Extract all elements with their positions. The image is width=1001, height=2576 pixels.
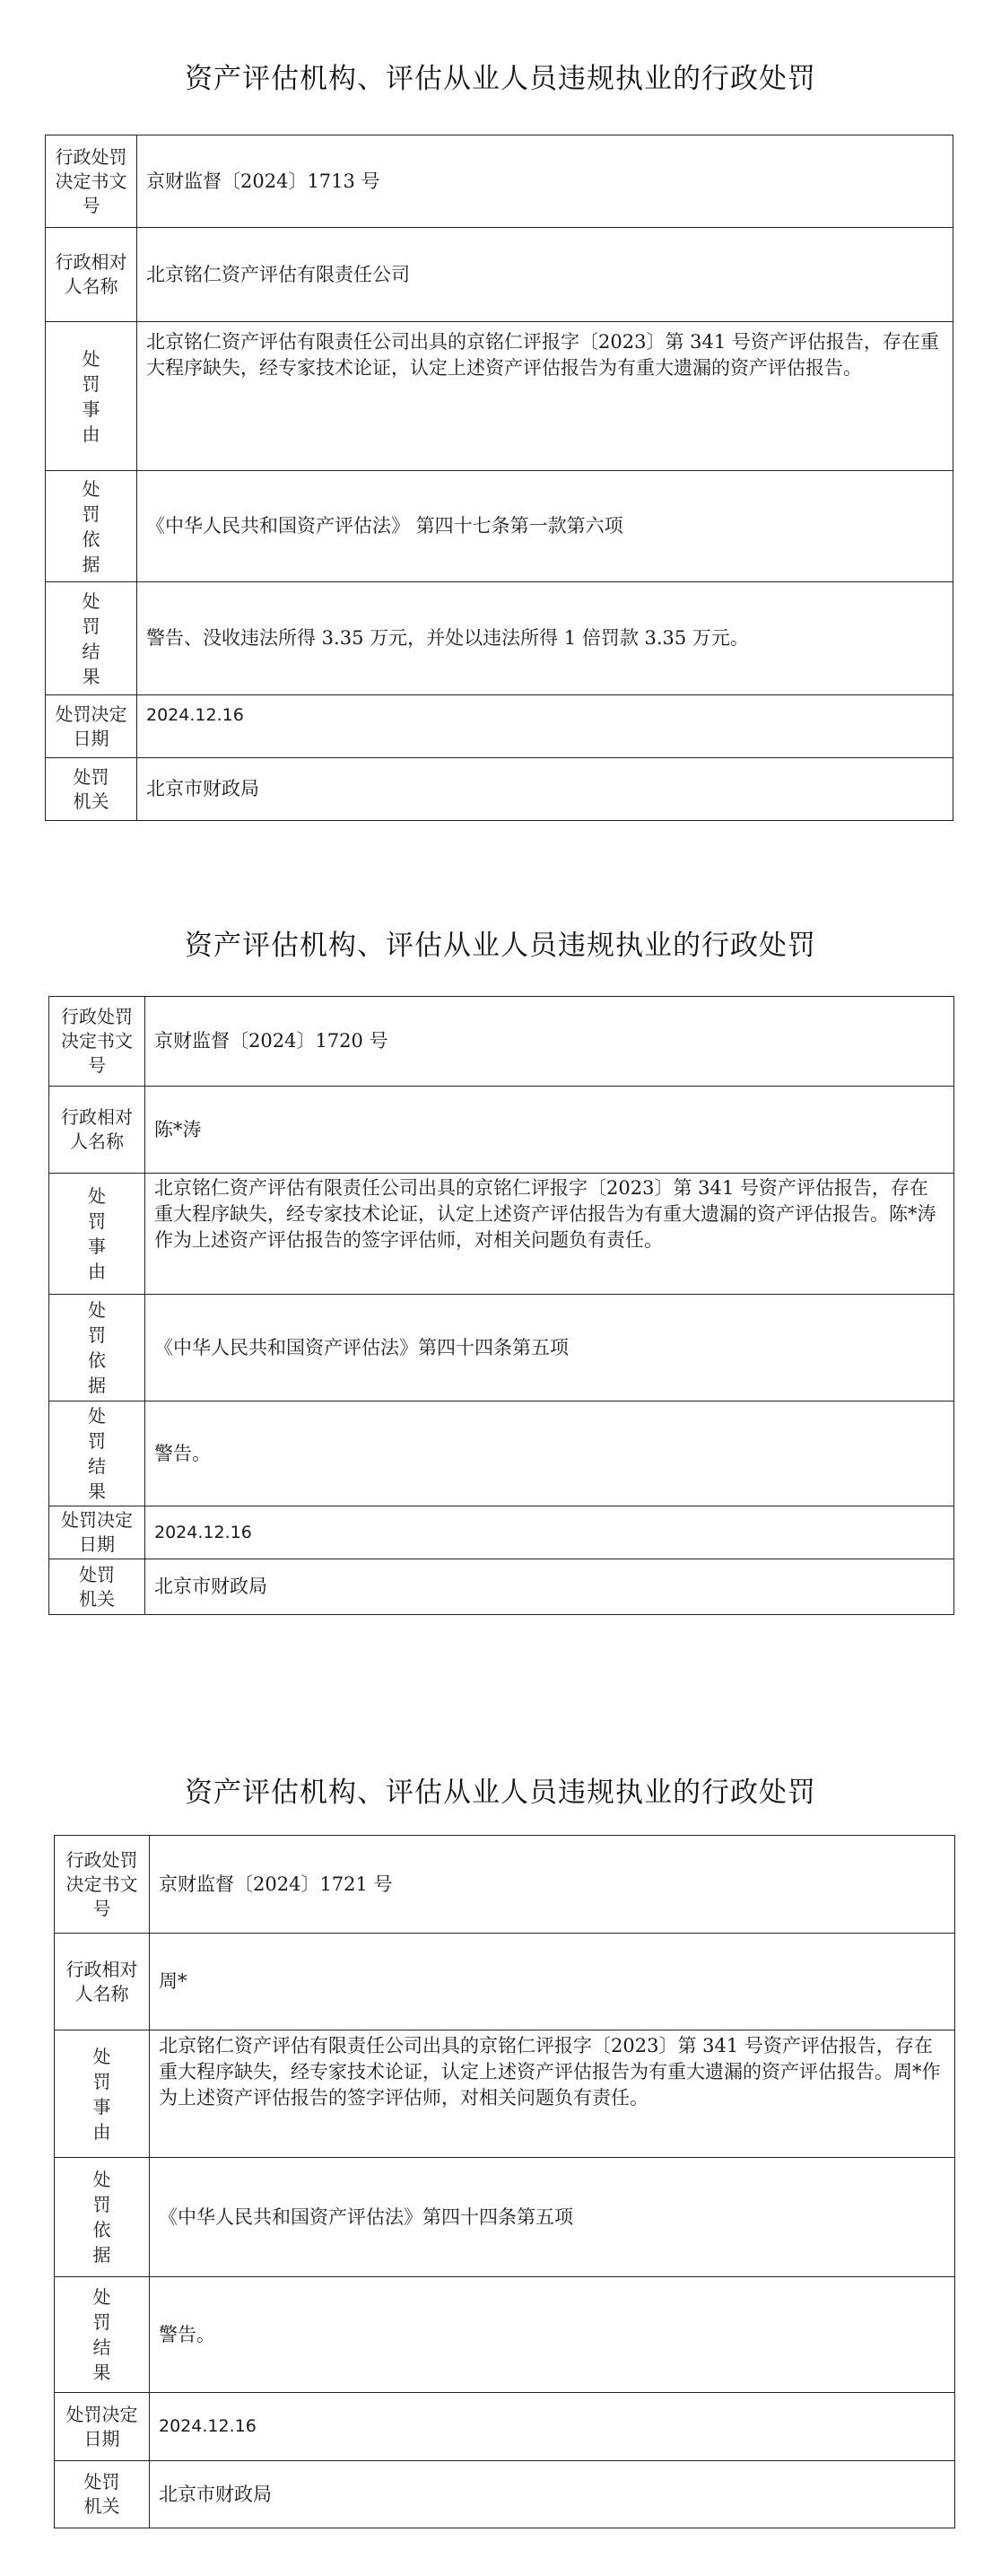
row-basis: [46, 471, 953, 582]
value-doc-no: 京财监督〔2024〕1713 号: [137, 135, 953, 228]
penalty-table: [54, 1835, 955, 2528]
label-result: 处罚结果: [55, 2277, 150, 2393]
row-basis: [55, 2158, 955, 2277]
value-doc-no: 京财监督〔2024〕1721 号: [150, 1836, 955, 1934]
value-authority: 北京市财政局: [145, 1559, 954, 1615]
label-date: 处罚决定日期: [49, 1506, 145, 1559]
value-result: 警告、没收违法所得 3.35 万元，并处以违法所得 1 倍罚款 3.35 万元。: [137, 582, 953, 695]
row-basis: [49, 1295, 954, 1402]
penalty-table: [45, 135, 953, 821]
row-result: [49, 1402, 954, 1506]
row-authority: [55, 2461, 955, 2528]
row-matter: [55, 2030, 955, 2158]
row-authority: [46, 758, 953, 821]
value-basis: 《中华人民共和国资产评估法》 第四十七条第一款第六项: [137, 471, 953, 582]
value-date: 2024.12.16: [137, 695, 953, 758]
value-result: 警告。: [145, 1402, 954, 1506]
value-basis: 《中华人民共和国资产评估法》第四十四条第五项: [145, 1295, 954, 1402]
label-result: 处罚结果: [46, 582, 137, 695]
row-doc-no: [46, 135, 953, 228]
value-doc-no: 京财监督〔2024〕1720 号: [145, 997, 954, 1087]
label-party: 行政相对人名称: [55, 1934, 150, 2030]
label-doc-no: 行政处罚决定书文号: [55, 1836, 150, 1934]
value-authority: 北京市财政局: [150, 2461, 955, 2528]
label-basis: 处罚依据: [49, 1295, 145, 1402]
row-matter: [49, 1174, 954, 1295]
value-date: 2024.12.16: [145, 1506, 954, 1559]
row-party: [46, 228, 953, 322]
row-matter: [46, 322, 953, 471]
label-basis: 处罚依据: [55, 2158, 150, 2277]
label-authority: 处罚机关: [49, 1559, 145, 1615]
row-party: [49, 1087, 954, 1174]
value-date: 2024.12.16: [150, 2393, 955, 2461]
penalty-table: [48, 996, 954, 1615]
label-date: 处罚决定日期: [55, 2393, 150, 2461]
value-party: 陈*涛: [145, 1087, 954, 1174]
value-matter: 北京铭仁资产评估有限责任公司出具的京铭仁评报字〔2023〕第 341 号资产评估报告，存在重大程序缺失，经专家技术论证，认定上述资产评估报告为有重大遗漏的资产评估报告。周*作为上述资产评估报告的签字评估师，对相关问题负有责任。: [150, 2030, 955, 2158]
label-authority: 处罚机关: [46, 758, 137, 821]
row-doc-no: [55, 1836, 955, 1934]
value-authority: 北京市财政局: [137, 758, 953, 821]
row-result: [55, 2277, 955, 2393]
label-party: 行政相对人名称: [49, 1087, 145, 1174]
row-doc-no: [49, 997, 954, 1087]
value-party: 北京铭仁资产评估有限责任公司: [137, 228, 953, 322]
value-matter: 北京铭仁资产评估有限责任公司出具的京铭仁评报字〔2023〕第 341 号资产评估报告，存在重大程序缺失，经专家技术论证，认定上述资产评估报告为有重大遗漏的资产评估报告。陈*涛作为上述资产评估报告的签字评估师，对相关问题负有责任。: [145, 1174, 954, 1295]
label-matter: 处罚事由: [55, 2030, 150, 2158]
row-date: [49, 1506, 954, 1559]
label-party: 行政相对人名称: [46, 228, 137, 322]
label-date: 处罚决定日期: [46, 695, 137, 758]
section-title: 资产评估机构、评估从业人员违规执业的行政处罚: [185, 1777, 816, 1809]
label-result: 处罚结果: [49, 1402, 145, 1506]
label-authority: 处罚机关: [55, 2461, 150, 2528]
label-basis: 处罚依据: [46, 471, 137, 582]
label-doc-no: 行政处罚决定书文号: [49, 997, 145, 1087]
row-date: [55, 2393, 955, 2461]
row-date: [46, 695, 953, 758]
label-doc-no: 行政处罚决定书文号: [46, 135, 137, 228]
value-basis: 《中华人民共和国资产评估法》第四十四条第五项: [150, 2158, 955, 2277]
row-party: [55, 1934, 955, 2030]
label-matter: 处罚事由: [49, 1174, 145, 1295]
label-matter: 处罚事由: [46, 322, 137, 471]
value-result: 警告。: [150, 2277, 955, 2393]
section-title: 资产评估机构、评估从业人员违规执业的行政处罚: [185, 930, 816, 962]
row-result: [46, 582, 953, 695]
value-matter: 北京铭仁资产评估有限责任公司出具的京铭仁评报字〔2023〕第 341 号资产评估报告，存在重大程序缺失，经专家技术论证，认定上述资产评估报告为有重大遗漏的资产评估报告。: [137, 322, 953, 471]
section-title: 资产评估机构、评估从业人员违规执业的行政处罚: [185, 63, 816, 95]
row-authority: [49, 1559, 954, 1615]
value-party: 周*: [150, 1934, 955, 2030]
